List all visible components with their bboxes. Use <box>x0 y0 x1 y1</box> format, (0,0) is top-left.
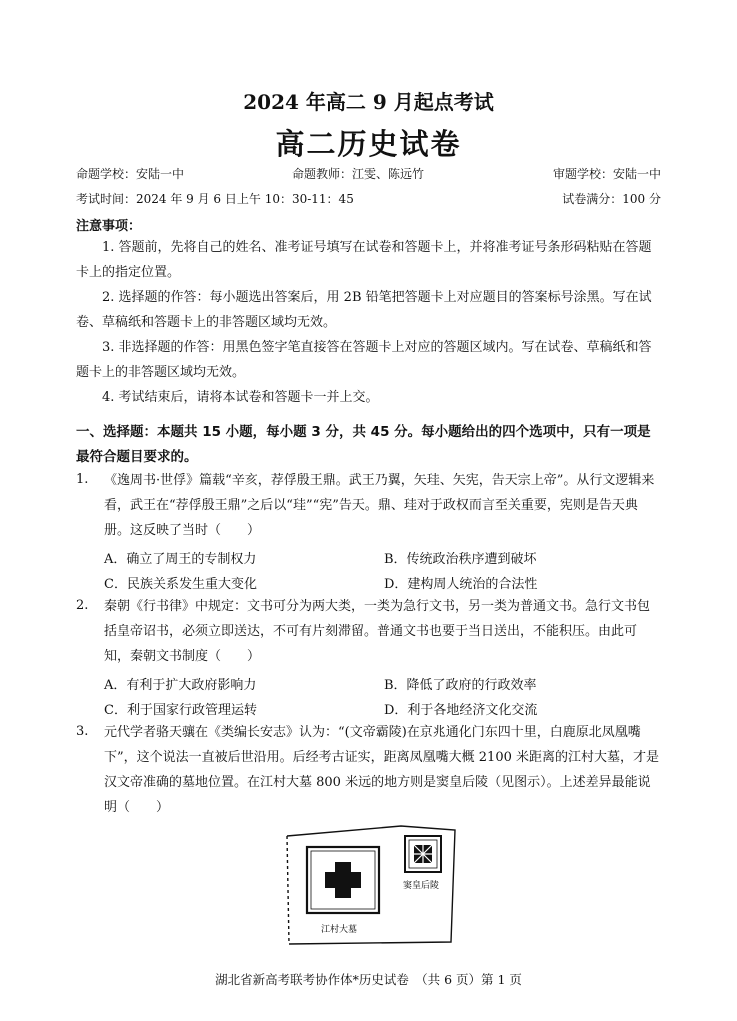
option-b: B．降低了政府的行政效率 <box>384 678 537 693</box>
page-footer: 湖北省新高考联考协作体*历史试卷 （共 6 页）第 1 页 <box>215 972 522 987</box>
option-a: A．确立了周王的专制权力 <box>104 552 257 567</box>
paper-title: 高二历史试卷 <box>275 127 462 161</box>
option-a: A．有利于扩大政府影响力 <box>104 678 257 693</box>
dou-tomb-icon <box>412 843 434 865</box>
meta-time: 考试时间：2024 年 9 月 6 日上午 10：30-11：45 <box>76 192 354 206</box>
question-number: 3. <box>76 724 89 739</box>
question-stem: 《逸周书·世俘》篇载“辛亥，荐俘殷王鼎。武王乃翼，矢珪、矢宪，告天宗上帝”。从行文逻辑来看，武王在“荐俘殷王鼎”之后以“珪”“宪”告天。鼎、珪对于政权而言至关重要，宪则是告天典册。这反映了当时（ ） <box>104 473 655 538</box>
question-stem: 元代学者骆天骧在《类编长安志》认为：“(文帝霸陵)在京兆通化门东四十里，白鹿原北凤凰嘴下”，这个说法一直被后世沿用。后经考古证实，距离凤凰嘴大概 2100 米距离的江村大墓，才是汉文帝准确的墓地位置。在江村大墓 800 米远的地方则是窦皇后陵（见图示）。上述差异最能说明（ ） <box>104 725 659 815</box>
figure-label-dou: 窦皇后陵 <box>403 881 440 891</box>
meta-school: 命题学校：安陆一中 <box>76 167 185 181</box>
tomb-site-plan <box>283 822 463 947</box>
exam-header: 2024 年高二 9 月起点考试 <box>243 90 494 114</box>
option-d: D．建构周人统治的合法性 <box>384 577 538 592</box>
note-item: 3. 非选择题的作答：用黑色签字笔直接答在答题卡上对应的答题区域内。写在试卷、草稿纸和答题卡上的非答题区域均无效。 <box>76 340 652 380</box>
option-b: B．传统政治秩序遭到破坏 <box>384 552 537 567</box>
meta-teacher: 命题教师：江雯、陈远竹 <box>292 167 425 181</box>
jiangcun-tomb-icon <box>325 862 361 898</box>
note-item: 2. 选择题的作答：每小题选出答案后，用 2B 铅笔把答题卡上对应题目的答案标号涂黑。写在试卷、草稿纸和答题卡上的非答题区域均无效。 <box>76 290 652 330</box>
section-heading: 一、选择题：本题共 15 小题，每小题 3 分，共 45 分。每小题给出的四个选项中，只有一项是最符合题目要求的。 <box>76 424 651 465</box>
note-item: 4. 考试结束后，请将本试卷和答题卡一并上交。 <box>102 390 379 405</box>
meta-score: 试卷满分：100 分 <box>562 192 661 206</box>
option-c: C．民族关系发生重大变化 <box>104 577 257 592</box>
figure-label-jiangcun: 江村大墓 <box>321 925 358 935</box>
notes-heading: 注意事项： <box>76 219 142 234</box>
option-d: D．利于各地经济文化交流 <box>384 703 538 718</box>
question-stem: 秦朝《行书律》中规定：文书可分为两大类，一类为急行文书，另一类为普通文书。急行文书包括皇帝诏书，必须立即送达，不可有片刻滞留。普通文书也要于当日送出，不能积压。由此可知，秦朝文书制度（ ） <box>104 599 651 664</box>
note-item: 1. 答题前，先将自己的姓名、准考证号填写在试卷和答题卡上，并将准考证号条形码粘贴在答题卡上的指定位置。 <box>76 240 652 280</box>
question-number: 2. <box>76 598 89 613</box>
outer-wall <box>287 836 289 944</box>
question-number: 1. <box>76 472 89 487</box>
option-c: C．利于国家行政管理运转 <box>104 703 257 718</box>
meta-reviewer: 审题学校：安陆一中 <box>552 167 661 181</box>
